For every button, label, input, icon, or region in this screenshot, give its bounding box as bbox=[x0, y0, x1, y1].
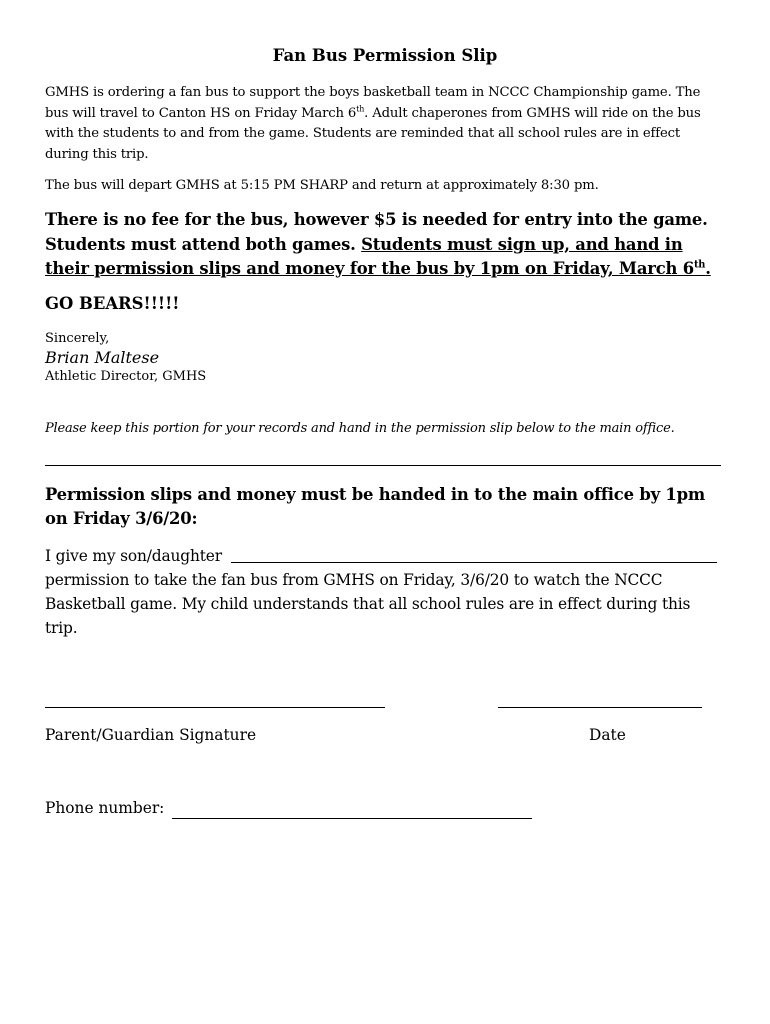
permission-line-2: permission to take the fan bus from GMHS on Friday, 3/6/20 to watch the NCCC bbox=[45, 571, 663, 589]
intro-paragraph bbox=[45, 83, 735, 165]
intro-line-3: with the students to and from the game. Students are reminded that all school rules are in effect bbox=[45, 126, 680, 141]
signer-role: Athletic Director, GMHS bbox=[45, 369, 207, 384]
permission-statement bbox=[45, 544, 745, 640]
signature-label: Parent/Guardian Signature bbox=[45, 726, 257, 744]
signer-name: Brian Maltese bbox=[45, 348, 160, 367]
phone-label: Phone number: bbox=[45, 799, 165, 817]
permission-line-4: trip. bbox=[45, 619, 78, 637]
child-name-field[interactable] bbox=[231, 562, 717, 563]
date-field[interactable] bbox=[498, 707, 702, 708]
cut-divider bbox=[45, 465, 721, 466]
document-title: Fan Bus Permission Slip bbox=[272, 46, 498, 65]
cheer-text: GO BEARS!!!!! bbox=[45, 294, 180, 313]
closing-text: Sincerely, bbox=[45, 331, 110, 346]
signature-field[interactable] bbox=[45, 707, 385, 708]
slip-heading-line-2: on Friday 3/6/20: bbox=[45, 509, 198, 528]
give-prefix: I give my son/daughter bbox=[45, 547, 222, 565]
fee-notice-line-3: their permission slips and money for the bus by 1pm on Friday, March 6th. bbox=[45, 259, 711, 278]
fee-notice bbox=[45, 208, 745, 282]
intro-line-4: during this trip. bbox=[45, 146, 149, 162]
permission-line-3: Basketball game. My child understands that all school rules are in effect during this bbox=[45, 595, 691, 613]
intro-line-1: GMHS is ordering a fan bus to support the boys basketball team in NCCC Championship game. The bbox=[45, 85, 701, 100]
fee-notice-line-2: Students must attend both games. Students must sign up, and hand in bbox=[45, 234, 683, 254]
fee-notice-line-1: There is no fee for the bus, however $5 is needed for entry into the game. bbox=[45, 210, 708, 229]
records-note: Please keep this portion for your records and hand in the permission slip below to the main office. bbox=[45, 421, 675, 436]
departure-info: The bus will depart GMHS at 5:15 PM SHARP and return at approximately 8:30 pm. bbox=[45, 178, 599, 193]
date-label: Date bbox=[589, 726, 626, 744]
intro-line-2: bus will travel to Canton HS on Friday March 6th. Adult chaperones from GMHS will ride on the bus bbox=[45, 104, 701, 121]
slip-heading bbox=[45, 483, 745, 531]
slip-heading-line-1: Permission slips and money must be handed in to the main office by 1pm bbox=[45, 485, 706, 504]
phone-number-field[interactable] bbox=[172, 818, 532, 819]
